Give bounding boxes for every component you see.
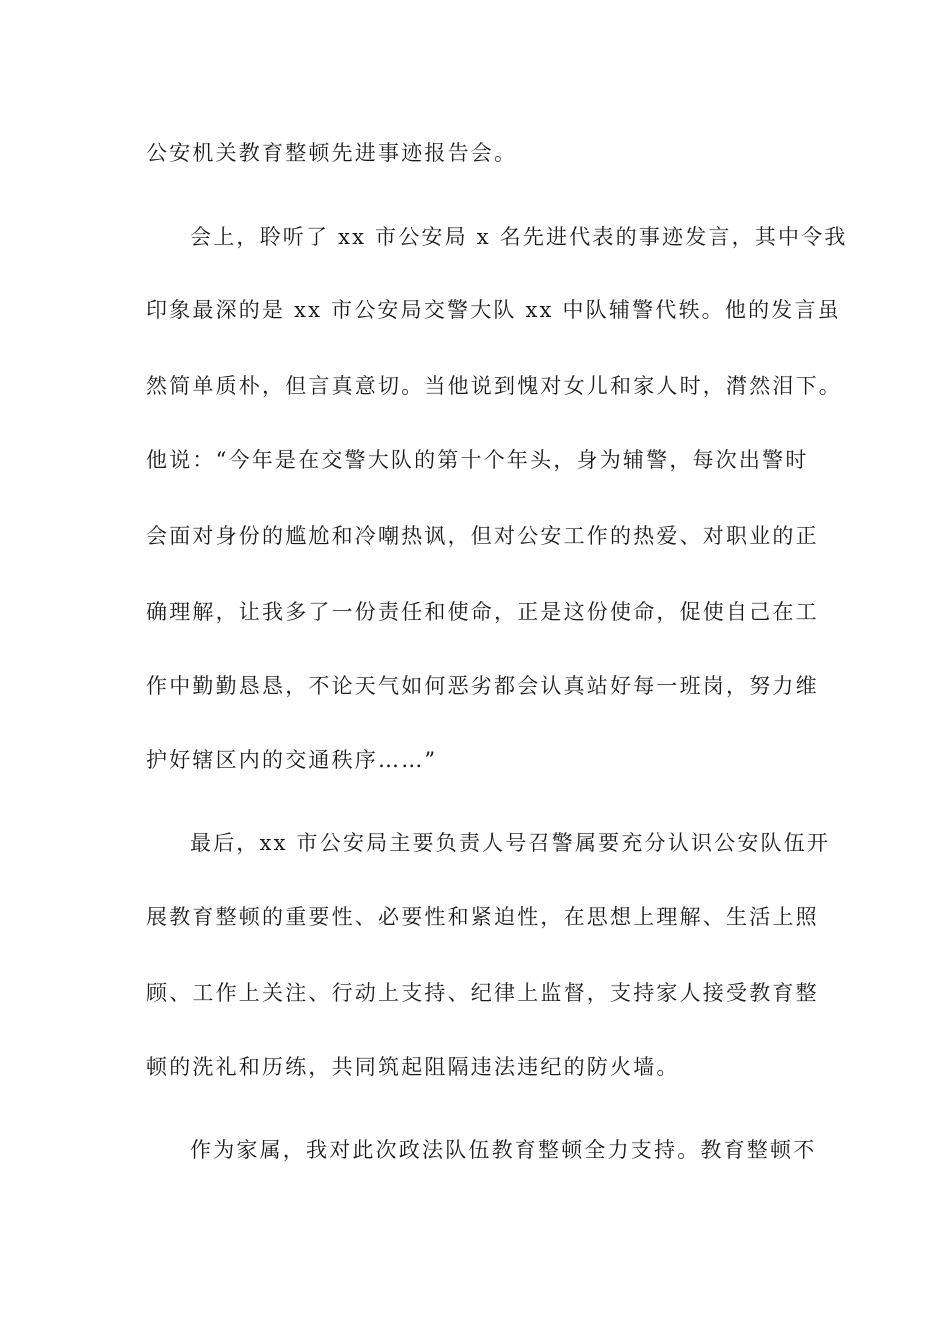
text-line: 作为家属，我对此次政法队伍教育整顿全力支持。教育整顿不 — [190, 1138, 817, 1162]
text-line: 会上，聆听了 xx 市公安局 x 名先进代表的事迹发言，其中令我 — [190, 225, 848, 249]
text-line: 确理解，让我多了一份责任和使命，正是这份使命，促使自己在工 — [146, 600, 819, 624]
text-line: 护好辖区内的交通秩序……” — [146, 748, 438, 772]
text-line: 然简单质朴，但言真意切。当他说到愧对女儿和家人时，潸然泪下。 — [146, 374, 842, 398]
text-line: 公安机关教育整顿先进事迹报告会。 — [146, 141, 518, 165]
text-line: 作中勤勤恳恳，不论天气如何恶劣都会认真站好每一班岗，努力维 — [146, 674, 819, 698]
text-line: 他说：“今年是在交警大队的第十个年头，身为辅警，每次出警时 — [146, 448, 809, 472]
text-line: 展教育整顿的重要性、必要性和紧迫性，在思想上理解、生活上照 — [146, 905, 819, 929]
text-line: 顾、工作上关注、行动上支持、纪律上监督，支持家人接受教育整 — [146, 981, 819, 1005]
text-line: 顿的洗礼和历练，共同筑起阻隔违法违纪的防火墙。 — [146, 1055, 680, 1079]
text-line: 会面对身份的尴尬和冷嘲热讽，但对公安工作的热爱、对职业的正 — [146, 524, 819, 548]
text-line: 最后，xx 市公安局主要负责人号召警属要充分认识公安队伍开 — [190, 831, 831, 855]
text-line: 印象最深的是 xx 市公安局交警大队 xx 中队辅警代轶。他的发言虽 — [146, 298, 841, 322]
